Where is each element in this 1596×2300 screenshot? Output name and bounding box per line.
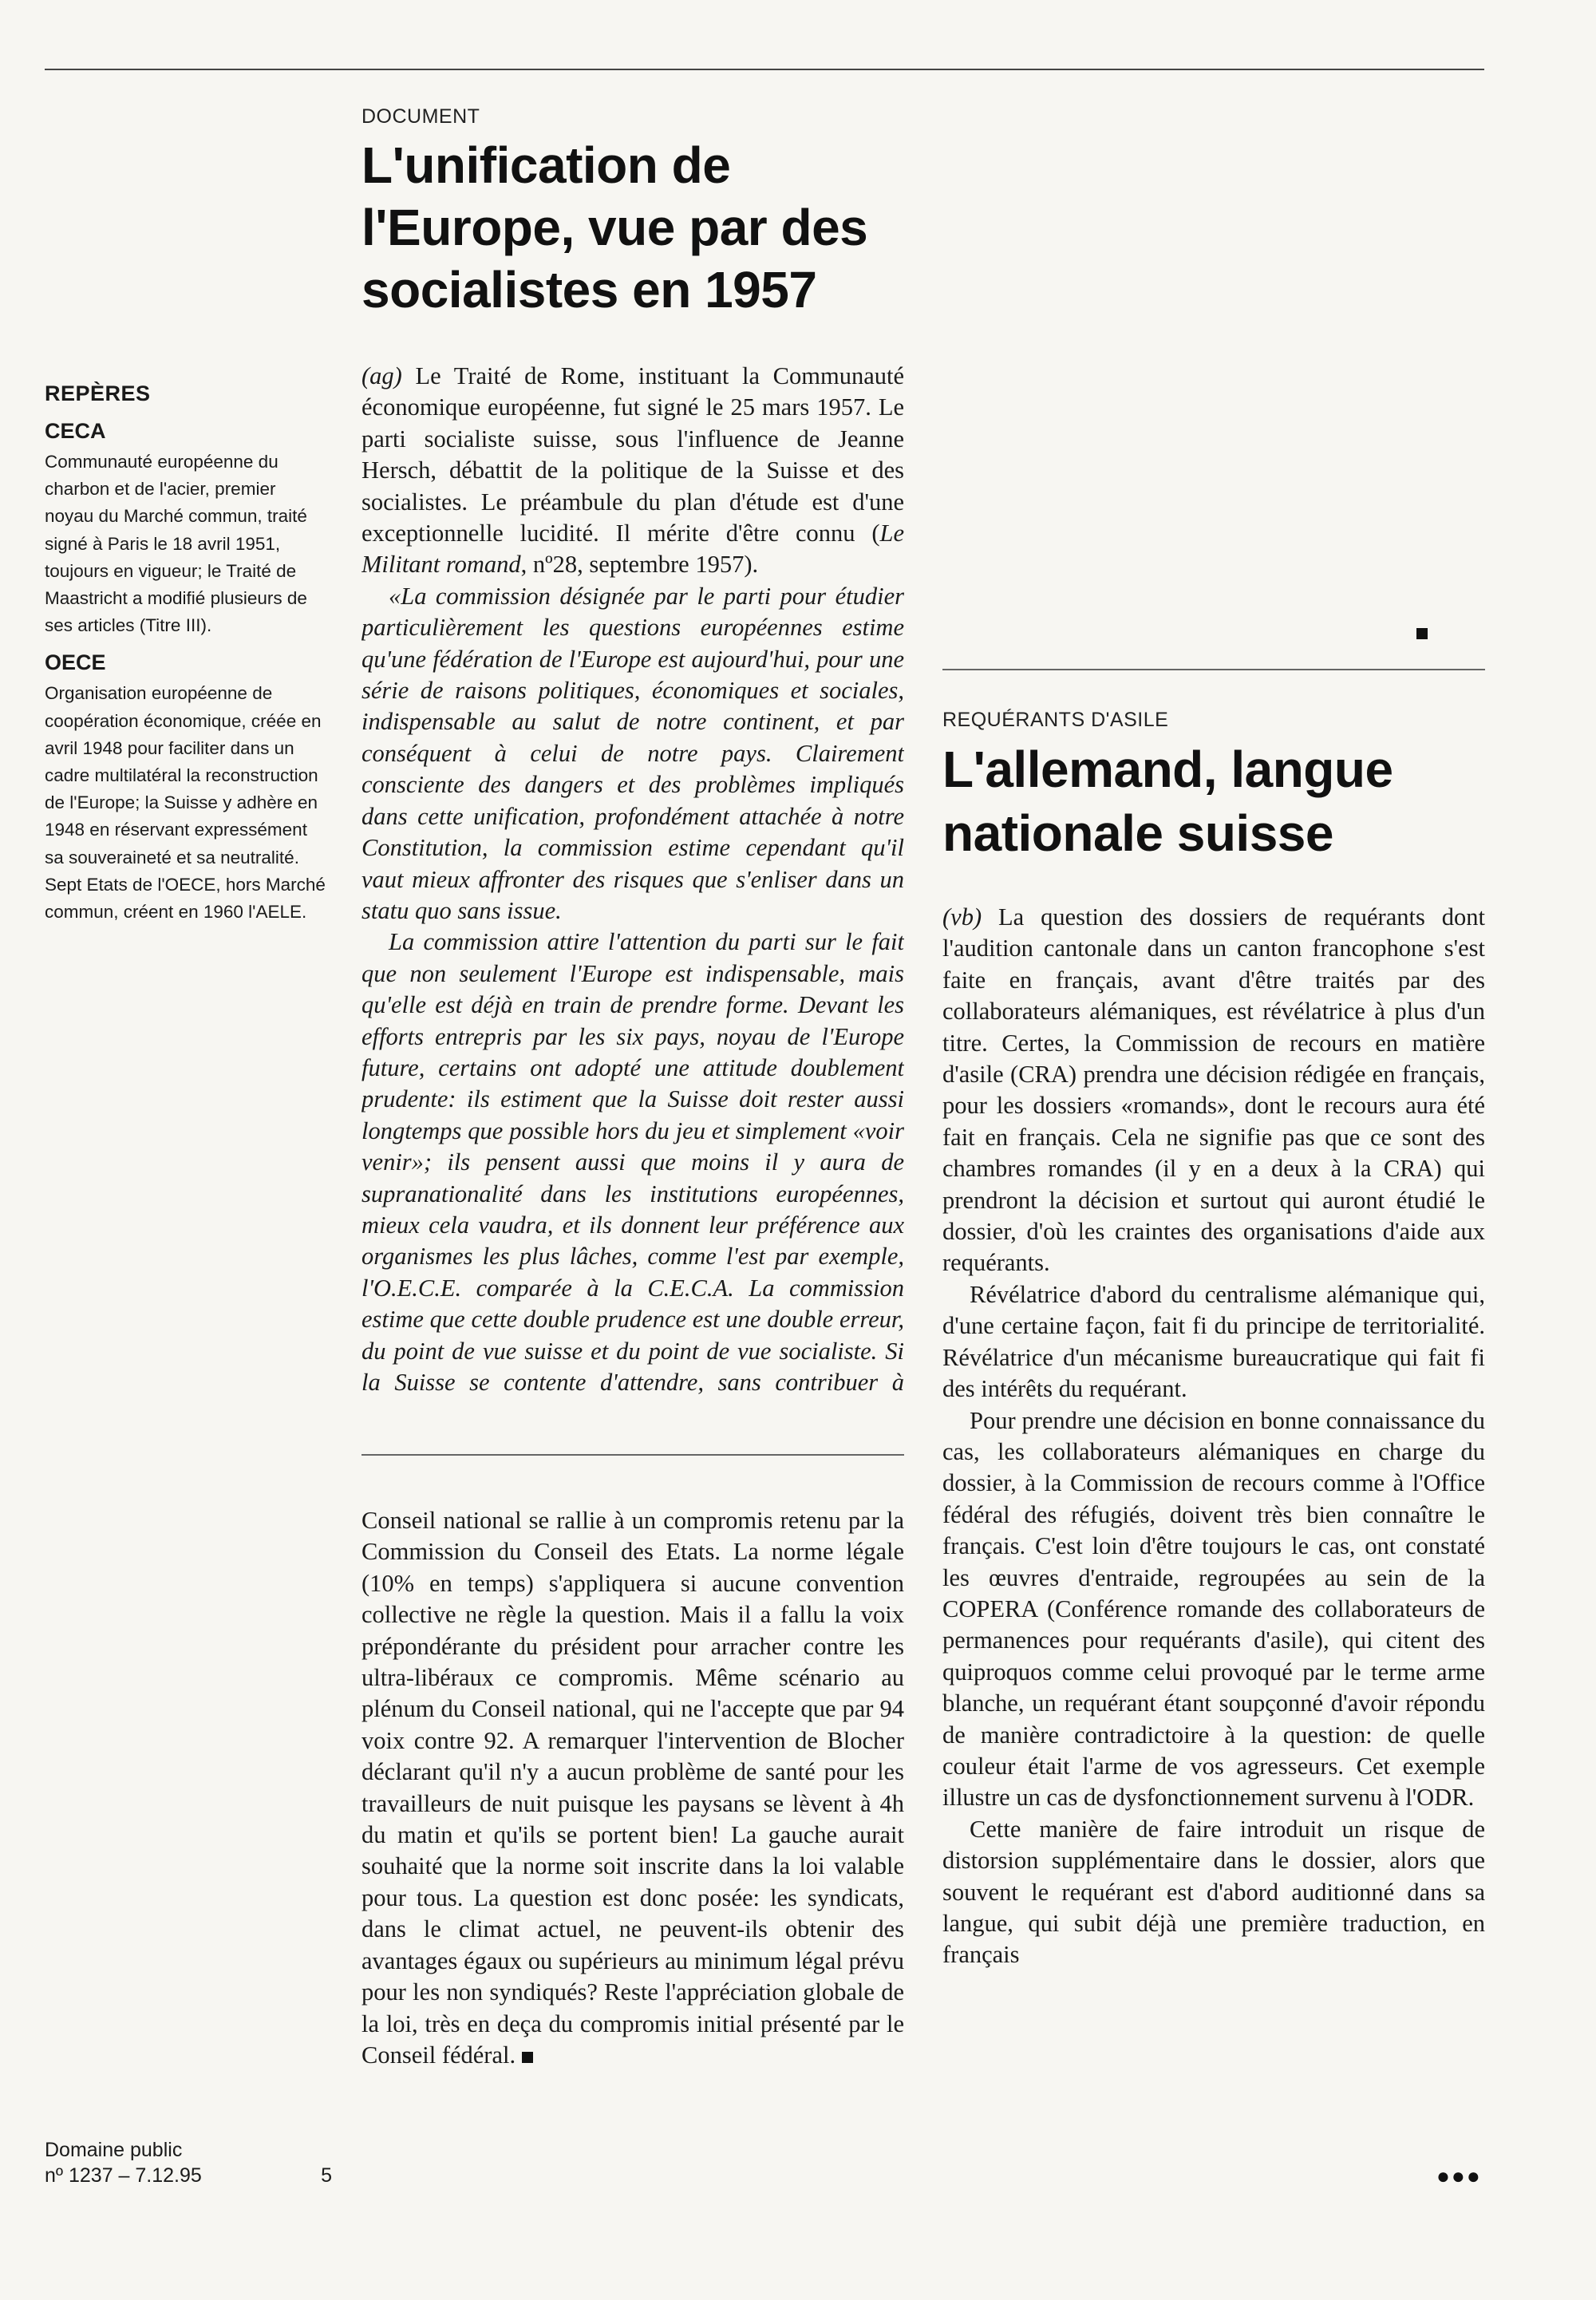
article1-quote-1: «La commission désignée par le parti pour étudier particulièrement les questions européennes estime qu'une fédération de l'Europe est aujourd'hui, pour une série de raisons politiques, économiques et sociales, indispensable au salut de notre continent, et par conséquent à celui de notre pays. Clairement consciente des dangers et des problèmes impliqués dans cette unification, profondément attachée à notre Constitution, la commission estime cependant qu'il vaut mieux affronter des risques que s'enliser dans un statu quo sans issue. bbox=[361, 582, 904, 924]
article1-end-mark bbox=[1416, 628, 1428, 639]
article1-quote-continued bbox=[942, 112, 1485, 662]
issue-number: nº 1237 – 7.12.95 bbox=[45, 2164, 202, 2187]
page-number: 5 bbox=[321, 2164, 332, 2187]
continued-marker: ●●● bbox=[1436, 2164, 1482, 2189]
article1-title: L'unification de l'Europe, vue par des socialistes en 1957 bbox=[361, 136, 868, 318]
sidebar-oece-title: OECE bbox=[45, 650, 106, 675]
article1-initials: (ag) bbox=[361, 362, 402, 389]
continuation-text: Conseil national se rallie à un compromis retenu par la Commission du Conseil des Etats. La norme légale (10% en temps) s'appliquera si aucune convention collective ne règle la question. Mais il a fallu la voix prépondérante du président pour arracher contre les ultra-libéraux ce compromis. Même scénario au plénum du Conseil national, qui ne l'accepte que par 94 voix contre 92. A remarquer l'intervention de Blocher déclarant qu'il n'y a aucun problème de santé pour les travailleurs de nuit puisque les paysans se lèvent à 4h du matin et qu'ils se portent bien! La gauche aurait souhaité que la norme soit inscrite dans la loi valable pour tous. La question est donc posée: les syndicats, dans le climat actuel, ne peuvent-ils obtenir des avantages égaux ou supérieurs au minimum légal prévu pour les non syndiqués? Reste l'appréciation globale de la loi, très en deça du compromis initial présenté par le Conseil fédéral. bbox=[361, 1507, 904, 2069]
article2-paragraph-1: (vb) La question des dossiers de requérants dont l'audition cantonale dans un canton francophone s'est faite en français, avant d'être traités par des collaborateurs alémaniques, est révélatrice à plus d'un titre. Certes, la Commission de recours en matière d'asile (CRA) prendra une décision rédigée en français, pour les dossiers «romands», dont le recours aura été fait en français. Cela ne signifie pas que ce sont des chambres romandes (il y en a deux à la CRA) qui prendront la décision et surtout qui auront étudié le dossier, d'où les craintes des organisations d'aide aux requérants. bbox=[942, 903, 1485, 1277]
article1-body bbox=[361, 361, 904, 1398]
article1-kicker: DOCUMENT bbox=[361, 105, 480, 128]
issue-line bbox=[45, 2163, 332, 2188]
article2-paragraph-2: Révélatrice d'abord du centralisme alémanique qui, d'une certaine façon, fait fi du principe de territorialité. Révélatrice d'un mécanisme bureaucratique qui fait fi des intérêts du requérant. bbox=[942, 1280, 1485, 1403]
article1-quote-2: La commission attire l'attention du parti sur le fait que non seulement l'Europe est indispensable, mais qu'elle est déjà en train de prendre forme. Devant les efforts entrepris par les six pays, noyau de l'Europe future, certains ont adopté une attitude doublement prudente: ils estiment que la Suisse doit rester aussi longtemps que possible hors du jeu et simplement «voir venir»; ils pensent aussi que moins il y aura de supranationalité dans les institutions européennes, mieux cela vaudra, et ils donnent leur préférence aux organismes les plus lâches, comme l'est par exemple, l'O.E.C.E. comparée à la C.E.C.A. La commission estime que cette double prudence est une double erreur, du point de vue suisse et du point de vue socialiste. Si la Suisse se contente d'attendre, sans contribuer à bbox=[361, 928, 904, 1396]
article2-paragraph-3: Pour prendre une décision en bonne connaissance du cas, les collaborateurs alémaniques en charge du dossier, à la Commission de recours comme à l'Office fédéral des réfugiés, doivent très bien connaître le français. C'est loin d'être toujours le cas, ont constaté les œuvres d'entraide, regroupées au sein de la COPERA (Conférence romande des collaborateurs de permanences pour requérants d'asile), qui citent des quiproquos comme celui provoqué par le terme arme blanche, un requérant étant soupçonné d'avoir répondu de manière contradictoire à la question: de quelle couleur était l'arme de vos agresseurs. Cet exemple illustre un cas de dysfonctionnement survenu à l'ODR. bbox=[942, 1406, 1485, 1812]
article2-body bbox=[942, 902, 1485, 2151]
divider-rule-left bbox=[361, 1454, 904, 1456]
sidebar-oece-text: Organisation européenne de coopération économique, créée en avril 1948 pour faciliter dans un cadre multilatéral la reconstruction de l'Europe; la Suisse y adhère en 1948 en réservant expressément sa souveraineté et sa neutralité. Sept Etats de l'OECE, hors Marché commun, créent en 1960 l'AELE. bbox=[45, 683, 326, 923]
article2-initials: (vb) bbox=[942, 903, 982, 931]
sidebar-ceca-title: CECA bbox=[45, 419, 106, 443]
article2-title: L'allemand, langue nationale suisse bbox=[942, 741, 1393, 862]
sidebar-ceca-text: Communauté européenne du charbon et de l'acier, premier noyau du Marché commun, traité signé à Paris le 18 avril 1951, toujours en vigueur; le Traité de Maastricht a modifié plusieurs de ses articles (Titre III). bbox=[45, 452, 307, 636]
article2-kicker: REQUÉRANTS D'ASILE bbox=[942, 709, 1169, 731]
sidebar-heading: REPÈRES bbox=[45, 381, 151, 405]
sidebar-reperes bbox=[45, 381, 328, 926]
continuation-end-mark bbox=[522, 2052, 533, 2063]
top-rule bbox=[45, 69, 1484, 70]
article2-paragraph-4: Cette manière de faire introduit un risque de distorsion supplémentaire dans le dossier, alors que souvent le requérant est d'abord auditionné dans sa langue, qui subit déjà une première traduction, en français bbox=[942, 1815, 1485, 1969]
article1-paragraph-1: (ag) Le Traité de Rome, instituant la Communauté économique européenne, fut signé le 25 mars 1957. Le parti socialiste suisse, sous l'influence de Jeanne Hersch, débattit de la politique de la Suisse et des socialistes. Le préambule du plan d'étude est d'une exceptionnelle lucidité. Il mérite d'être connu (Le Militant romand, nº28, septembre 1957). bbox=[361, 362, 904, 579]
divider-rule-right bbox=[942, 669, 1485, 670]
publication-name: Domaine public bbox=[45, 2139, 183, 2161]
article1-source: Le Militant romand bbox=[361, 520, 904, 579]
continuation-body bbox=[361, 1505, 904, 2071]
footer-publication bbox=[45, 2137, 332, 2188]
